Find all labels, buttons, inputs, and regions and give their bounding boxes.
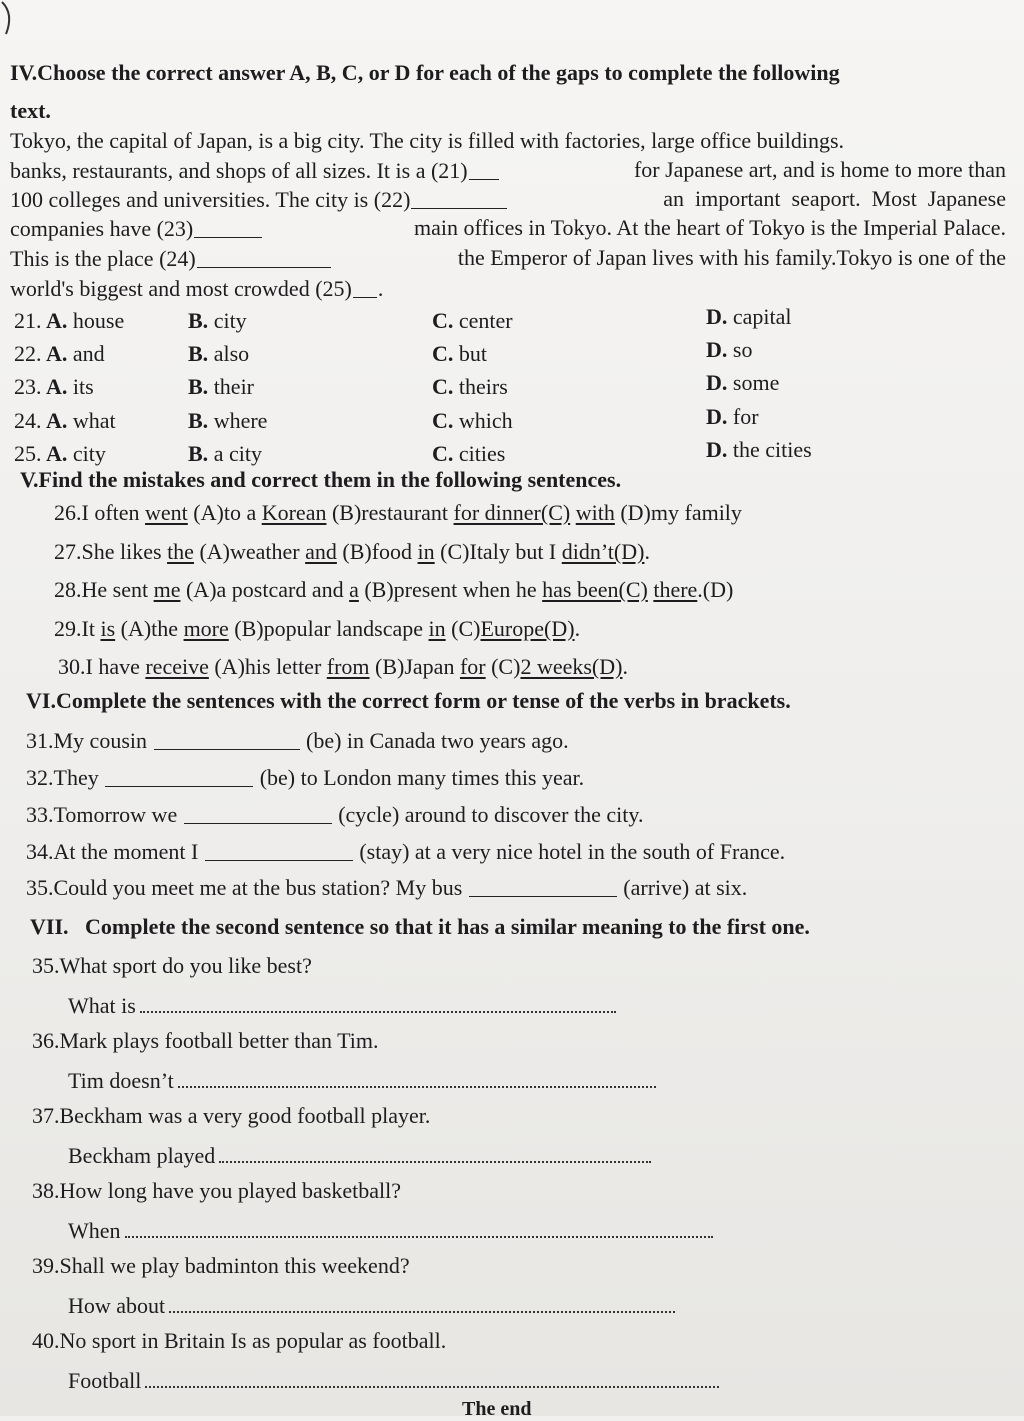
rewrite-answer-line: Tim doesn’t [68, 1068, 656, 1094]
underlined-option: didn’t(D) [561, 539, 645, 564]
option-b[interactable]: B. a city [188, 441, 262, 466]
option-c[interactable]: C. which [432, 408, 513, 433]
verb-item-33: 33.Tomorrow we (cycle) around to discover the city. [26, 802, 644, 827]
passage-text: banks, restaurants, and shops of all sizes. It is a (21) [10, 157, 500, 184]
underlined-option: me [153, 577, 181, 602]
underlined-option: receive [145, 654, 209, 679]
pen-mark-icon [0, 0, 22, 40]
passage-text: for Japanese art, and is home to more than [633, 157, 1006, 182]
verb-item-34: 34.At the moment I (stay) at a very nice hotel in the south of France. [26, 839, 786, 864]
option-a[interactable]: A. and [46, 341, 105, 366]
rewrite-question: 40.No sport in Britain Is as popular as football. [32, 1328, 447, 1353]
gap-24-blank[interactable] [197, 245, 331, 268]
option-a[interactable]: A. city [46, 441, 106, 466]
passage-text: This is the place (24) [10, 245, 332, 272]
option-c[interactable]: C. center [432, 308, 513, 333]
underlined-option: with [575, 500, 615, 525]
passage-line [10, 157, 1006, 184]
passage-line [10, 245, 1006, 272]
answer-dotted-line[interactable] [169, 1296, 675, 1313]
passage-line: world's biggest and most crowded (25) . [10, 276, 384, 301]
gap-22-blank[interactable] [411, 186, 507, 209]
verb-item-31: 31.My cousin (be) in Canada two years ago. [26, 728, 569, 753]
passage-text: the Emperor of Japan lives with his family.Tokyo is one of the [457, 245, 1006, 270]
verb-item-35: 35.Could you meet me at the bus station? My bus (arrive) at six. [26, 875, 748, 900]
underlined-option: 2 weeks(D) [520, 654, 623, 679]
question-number: 21. [14, 308, 42, 333]
option-d[interactable]: D. some [706, 370, 780, 395]
option-c[interactable]: C. cities [432, 441, 506, 466]
gap-23-blank[interactable] [194, 215, 262, 238]
mistake-sentence-28: 28.He sent me (A)a postcard and a (B)present when he has been(C) there.(D) [54, 577, 734, 602]
the-end-footer: The end [462, 1398, 532, 1420]
rewrite-question: 37.Beckham was a very good football player. [32, 1103, 431, 1128]
option-a[interactable]: A. its [46, 374, 94, 399]
question-number: 22. [14, 341, 42, 366]
option-d[interactable]: D. the cities [706, 437, 812, 462]
underlined-option: there [653, 577, 698, 602]
section-6-title: VI.Complete the sentences with the correct form or tense of the verbs in brackets. [26, 688, 791, 713]
passage-text: 100 colleges and universities. The city is (22) [10, 186, 508, 213]
underlined-option: and [305, 539, 337, 564]
underlined-option: in [428, 616, 446, 641]
rewrite-question: 39.Shall we play badminton this weekend? [32, 1253, 410, 1278]
mistake-sentence-29: 29.It is (A)the more (B)popular landscape in (C)Europe(D). [54, 616, 581, 641]
passage-text: companies have (23) [10, 215, 263, 242]
answer-dotted-line[interactable] [145, 1371, 719, 1388]
mistake-sentence-27: 27.She likes the (A)weather and (B)food in (C)Italy but I didn’t(D). [54, 539, 650, 564]
answer-blank[interactable] [469, 874, 617, 897]
option-b[interactable]: B. their [188, 374, 255, 399]
option-d[interactable]: D. so [706, 337, 753, 362]
gap-21-blank[interactable] [469, 157, 499, 180]
option-b[interactable]: B. city [188, 308, 247, 333]
underlined-option: for dinner(C) [453, 500, 571, 525]
option-a[interactable]: A. house [46, 308, 125, 333]
gap-25-blank[interactable] [353, 275, 377, 298]
rewrite-question: 38.How long have you played basketball? [32, 1178, 402, 1203]
underlined-option: went [145, 500, 188, 525]
answer-blank[interactable] [105, 764, 253, 787]
underlined-option: has been(C) [542, 577, 648, 602]
section-4-title-cont: text. [10, 98, 51, 123]
option-c[interactable]: C. but [432, 341, 488, 366]
section-5-title: V.Find the mistakes and correct them in the following sentences. [20, 467, 622, 492]
underlined-option: for [459, 654, 486, 679]
passage-text: an important seaport. Most Japanese [663, 186, 1006, 211]
verb-item-32: 32.They (be) to London many times this year. [26, 765, 585, 790]
underlined-option: Korean [261, 500, 327, 525]
underlined-option: Europe(D) [480, 616, 575, 641]
rewrite-question: 36.Mark plays football better than Tim. [32, 1028, 379, 1053]
question-number: 24. [14, 408, 42, 433]
section-4-title: IV.Choose the correct answer A, B, C, or D for each of the gaps to complete the following [10, 60, 840, 85]
answer-blank[interactable] [184, 801, 332, 824]
rewrite-question: 35.What sport do you like best? [32, 953, 312, 978]
mistake-sentence-26: 26.I often went (A)to a Korean (B)restaurant for dinner(C) with (D)my family [54, 500, 742, 525]
rewrite-answer-line: What is [68, 993, 616, 1019]
passage-line [10, 128, 1006, 154]
question-number: 25. [14, 441, 42, 466]
section-7-title: VII. Complete the second sentence so that it has a similar meaning to the first one. [30, 914, 810, 939]
passage-line [10, 186, 1006, 213]
underlined-option: more [183, 616, 229, 641]
underlined-option: from [326, 654, 370, 679]
underlined-option: a [349, 577, 359, 602]
underlined-option: in [417, 539, 435, 564]
option-c[interactable]: C. theirs [432, 374, 508, 399]
mistake-sentence-30: 30.I have receive (A)his letter from (B)Japan for (C)2 weeks(D). [58, 654, 628, 679]
underlined-option: is [100, 616, 116, 641]
rewrite-answer-line: Football [68, 1368, 719, 1394]
answer-dotted-line[interactable] [125, 1221, 713, 1238]
rewrite-answer-line: When [68, 1218, 713, 1244]
option-b[interactable]: B. also [188, 341, 250, 366]
option-a[interactable]: A. what [46, 408, 116, 433]
passage-text: main offices in Tokyo. At the heart of Tokyo is the Imperial Palace. [413, 215, 1006, 240]
passage-line [10, 215, 1006, 242]
answer-dotted-line[interactable] [140, 996, 616, 1013]
passage-text: Tokyo, the capital of Japan, is a big city. The city is filled with factories, large office buildings. [10, 128, 845, 153]
option-d[interactable]: D. for [706, 404, 759, 429]
question-number: 23. [14, 374, 42, 399]
answer-dotted-line[interactable] [178, 1071, 656, 1088]
underlined-option: the [167, 539, 194, 564]
option-d[interactable]: D. capital [706, 304, 792, 329]
answer-blank[interactable] [154, 727, 300, 750]
answer-blank[interactable] [205, 838, 353, 861]
option-b[interactable]: B. where [188, 408, 268, 433]
answer-dotted-line[interactable] [219, 1146, 651, 1163]
rewrite-answer-line: Beckham played [68, 1143, 651, 1169]
rewrite-answer-line: How about [68, 1293, 675, 1319]
